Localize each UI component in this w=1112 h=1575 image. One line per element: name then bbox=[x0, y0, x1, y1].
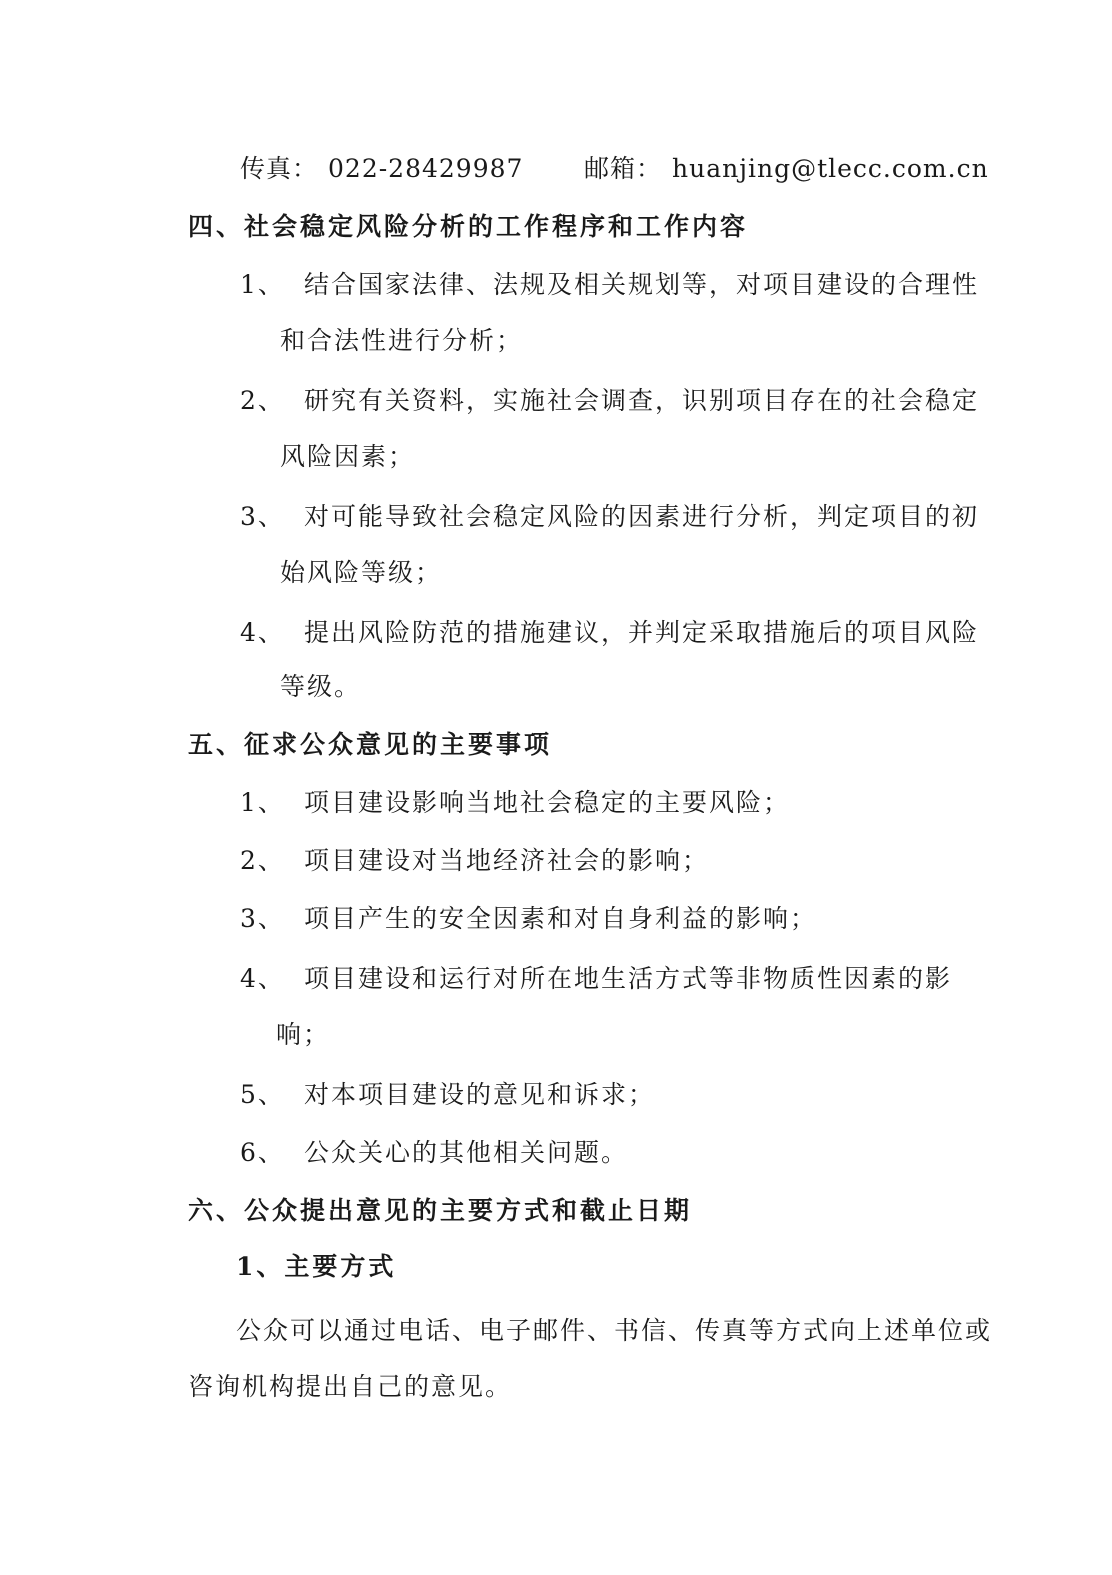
item-number: 2、 bbox=[240, 846, 285, 875]
section-4-item-2-cont: 风险因素； bbox=[280, 442, 416, 471]
item-text: 公众关心的其他相关问题。 bbox=[304, 1138, 629, 1167]
section-5-item-4 bbox=[240, 964, 952, 994]
section-4-item-3 bbox=[240, 502, 979, 532]
email-value: huanjing@tlecc.com.cn bbox=[672, 154, 989, 183]
item-text: 提出风险防范的措施建议，并判定采取措施后的项目风险 bbox=[304, 618, 980, 647]
section-6-paragraph-line-2: 咨询机构提出自己的意见。 bbox=[188, 1372, 513, 1401]
email-line bbox=[584, 154, 989, 184]
section-5-item-1 bbox=[240, 788, 790, 818]
section-4-heading: 四、社会稳定风险分析的工作程序和工作内容 bbox=[188, 212, 749, 241]
section-4-item-4 bbox=[240, 618, 979, 648]
section-4-item-1-cont: 和合法性进行分析； bbox=[280, 326, 524, 355]
item-text: 项目建设对当地经济社会的影响； bbox=[304, 846, 710, 875]
item-number: 4、 bbox=[240, 964, 285, 993]
item-number: 6、 bbox=[240, 1138, 285, 1167]
item-number: 5、 bbox=[240, 1080, 285, 1109]
fax-label: 传真： bbox=[240, 154, 319, 183]
item-number: 1、 bbox=[240, 788, 285, 817]
email-label: 邮箱： bbox=[584, 154, 663, 183]
item-text: 研究有关资料，实施社会调查，识别项目存在的社会稳定 bbox=[304, 386, 980, 415]
fax-value: 022-28429987 bbox=[328, 154, 524, 183]
section-5-item-6 bbox=[240, 1138, 628, 1168]
section-4-item-2 bbox=[240, 386, 979, 416]
section-5-item-2 bbox=[240, 846, 709, 876]
section-4-item-1 bbox=[240, 270, 979, 300]
section-5-item-5 bbox=[240, 1080, 655, 1110]
section-6-paragraph-line-1: 公众可以通过电话、电子邮件、书信、传真等方式向上述单位或 bbox=[236, 1316, 993, 1345]
section-6-heading: 六、公众提出意见的主要方式和截止日期 bbox=[188, 1196, 693, 1225]
item-number: 3、 bbox=[240, 502, 285, 531]
item-number: 4、 bbox=[240, 618, 285, 647]
section-5-item-4-cont: 响； bbox=[276, 1020, 331, 1049]
section-5-item-3 bbox=[240, 904, 817, 934]
section-5-heading: 五、征求公众意见的主要事项 bbox=[188, 730, 553, 759]
item-text: 项目建设影响当地社会稳定的主要风险； bbox=[304, 788, 791, 817]
section-4-item-4-cont: 等级。 bbox=[280, 672, 362, 701]
item-number: 2、 bbox=[240, 386, 285, 415]
item-text: 对本项目建设的意见和诉求； bbox=[304, 1080, 656, 1109]
item-text: 对可能导致社会稳定风险的因素进行分析，判定项目的初 bbox=[304, 502, 980, 531]
item-text: 结合国家法律、法规及相关规划等，对项目建设的合理性 bbox=[304, 270, 980, 299]
item-number: 1、 bbox=[240, 270, 285, 299]
section-6-subheading: 1、主要方式 bbox=[236, 1252, 397, 1281]
item-text: 项目建设和运行对所在地生活方式等非物质性因素的影 bbox=[304, 964, 953, 993]
fax-line bbox=[240, 154, 523, 184]
item-text: 项目产生的安全因素和对自身利益的影响； bbox=[304, 904, 818, 933]
section-4-item-3-cont: 始风险等级； bbox=[280, 558, 443, 587]
item-number: 3、 bbox=[240, 904, 285, 933]
